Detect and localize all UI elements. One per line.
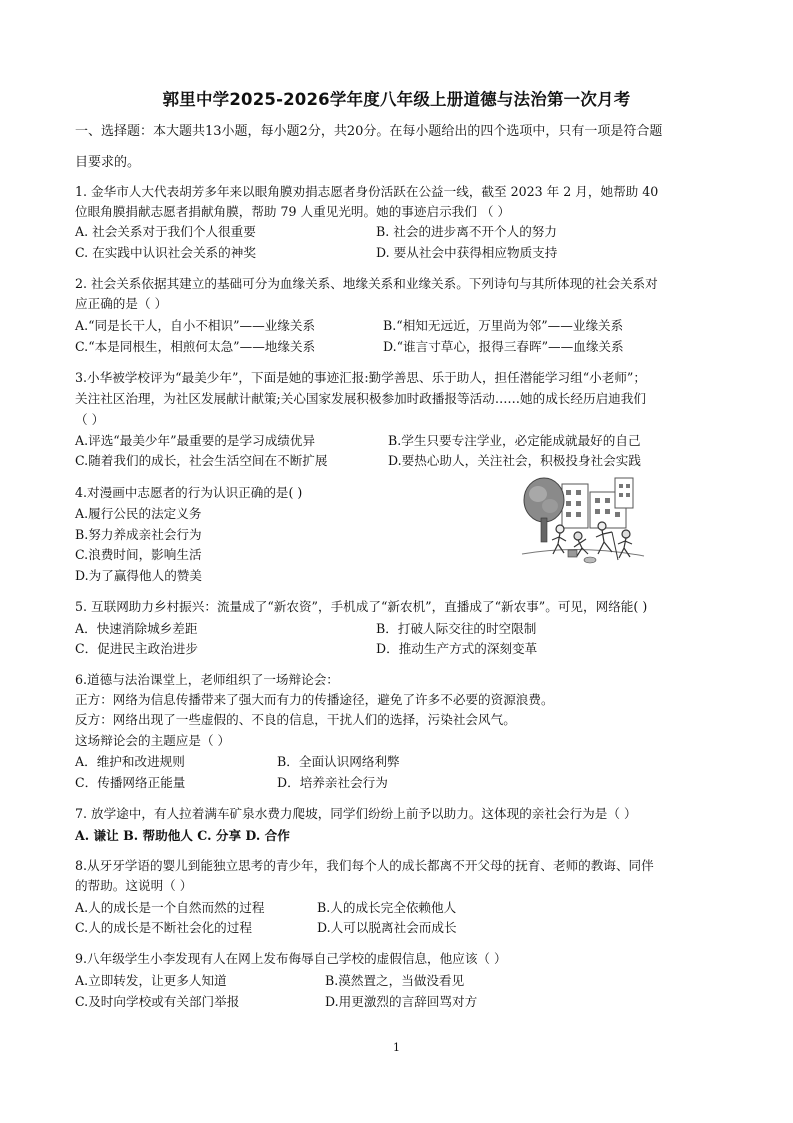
exam-title: 郭里中学2025-2026学年度八年级上册道德与法治第一次月考 [162,90,631,109]
q1-option-c: C. 在实践中认识社会关系的神奖 [75,245,256,260]
q8-stem-line2: 的帮助。这说明（ ） [75,878,193,893]
q2-stem-line1: 2. 社会关系依据其建立的基础可分为血缘关系、地缘关系和业缘关系。下列诗句与其所体现的社会关系对 [75,276,658,291]
q2-option-c: C.“本是同根生，相煎何太急”——地缘关系 [75,339,316,354]
q2-option-d: D.“谁言寸草心，报得三春晖”——血缘关系 [383,339,624,354]
q4-option-c: C.浪费时间，影响生活 [75,547,202,562]
q3-stem-line3: （ ） [75,412,105,427]
q5-option-b: B．打破人际交往的时空限制 [376,621,537,636]
q3-option-c: C.随着我们的成长，社会生活空间在不断扩展 [75,453,328,468]
q6-option-c: C．传播网络正能量 [75,775,186,790]
q7-stem: 7. 放学途中，有人拉着满车矿泉水费力爬坡，同学们纷纷上前予以助力。这体现的亲社会行为是（ ） [75,806,637,821]
q9-option-d: D.用更激烈的言辞回骂对方 [325,994,478,1009]
q8-stem-line1: 8.从牙牙学语的婴儿到能独立思考的青少年，我们每个人的成长都离不开父母的抚育、老师的教诲、同伴 [75,858,654,873]
q3-stem-line1: 3.小华被学校评为“最美少年”，下面是她的事迹汇报:勤学善思、乐于助人，担任潜能学习组“小老师”； [75,370,646,385]
q6-pro-statement: 正方：网络为信息传播带来了强大而有力的传播途径，避免了许多不必要的资源浪费。 [75,692,554,707]
q2-stem-line2: 应正确的是（ ） [75,296,168,311]
section-instructions-line1: 一、选择题：本大题共13小题，每小题2分，共20分。在每小题给出的四个选项中，只有一项是符合题 [75,124,663,139]
q3-option-d: D.要热心助人，关注社会，积极投身社会实践 [388,453,641,468]
q6-question: 这场辩论会的主题应是（ ） [75,733,231,748]
q1-option-a: A. 社会关系对于我们个人很重要 [75,224,256,239]
q8-option-c: C.人的成长是不断社会化的过程 [75,920,252,935]
section-instructions-line2: 目要求的。 [75,155,141,170]
q6-option-b: B．全面认识网络利弊 [277,754,400,769]
q8-option-a: A.人的成长是一个自然而然的过程 [75,900,265,915]
q1-option-b: B. 社会的进步离不开个人的努力 [376,224,557,239]
q8-option-d: D.人可以脱离社会而成长 [317,920,457,935]
q9-option-b: B.漠然置之，当做没看见 [325,973,465,988]
q6-con-statement: 反方：网络出现了一些虚假的、不良的信息，干扰人们的选择，污染社会风气。 [75,712,516,727]
q4-option-b: B.努力养成亲社会行为 [75,527,202,542]
q3-stem-line2: 关注社区治理，为社区发展献计献策;关心国家发展积极参加时政播报等活动……她的成长经历启迪我们 [75,391,646,406]
page-number: 1 [393,1041,400,1054]
q1-stem-line2: 位眼角膜捐献志愿者捐献角膜，帮助 79 人重见光明。她的事迹启示我们 （ ） [75,204,511,219]
q1-stem-line1: 1. 金华市人大代表胡芳多年来以眼角膜劝捐志愿者身份活跃在公益一线，截至 2023 年 2 月，她帮助 40 [75,184,659,199]
q5-option-a: A．快速消除城乡差距 [75,621,198,636]
q6-option-a: A．维护和改进规则 [75,754,185,769]
q2-option-a: A.“同是长干人，自小不相识”——业缘关系 [75,318,316,333]
q1-option-d: D. 要从社会中获得相应物质支持 [376,245,558,260]
q5-stem: 5. 互联网助力乡村振兴：流量成了“新农资”，手机成了“新农机”，直播成了“新农事”。可见，网络能( ) [75,599,648,614]
q4-stem: 4.对漫画中志愿者的行为认识正确的是( ) [75,485,303,500]
q6-stem: 6.道德与法治课堂上，老师组织了一场辩论会： [75,672,339,687]
volunteer-cartoon-illustration [520,474,646,572]
q5-option-c: C．促进民主政治进步 [75,641,198,656]
q5-option-d: D．推动生产方式的深刻变革 [376,641,538,656]
q4-option-a: A.履行公民的法定义务 [75,506,202,521]
q3-option-a: A.评选“最美少年”最重要的是学习成绩优异 [75,433,316,448]
q4-option-d: D.为了赢得他人的赞美 [75,568,202,583]
q2-option-b: B.“相知无远近，万里尚为邻”——业缘关系 [383,318,624,333]
q9-stem: 9.八年级学生小李发现有人在网上发布侮辱自己学校的虚假信息，他应该（ ） [75,951,507,966]
q3-option-b: B.学生只要专注学业，必定能成就最好的自己 [388,433,641,448]
q9-option-a: A.立即转发，让更多人知道 [75,973,227,988]
q7-options: A. 谦让 B. 帮助他人 C. 分享 D. 合作 [75,828,290,843]
q9-option-c: C.及时向学校或有关部门举报 [75,994,240,1009]
q6-option-d: D．培养亲社会行为 [277,775,388,790]
q8-option-b: B.人的成长完全依赖他人 [317,900,457,915]
